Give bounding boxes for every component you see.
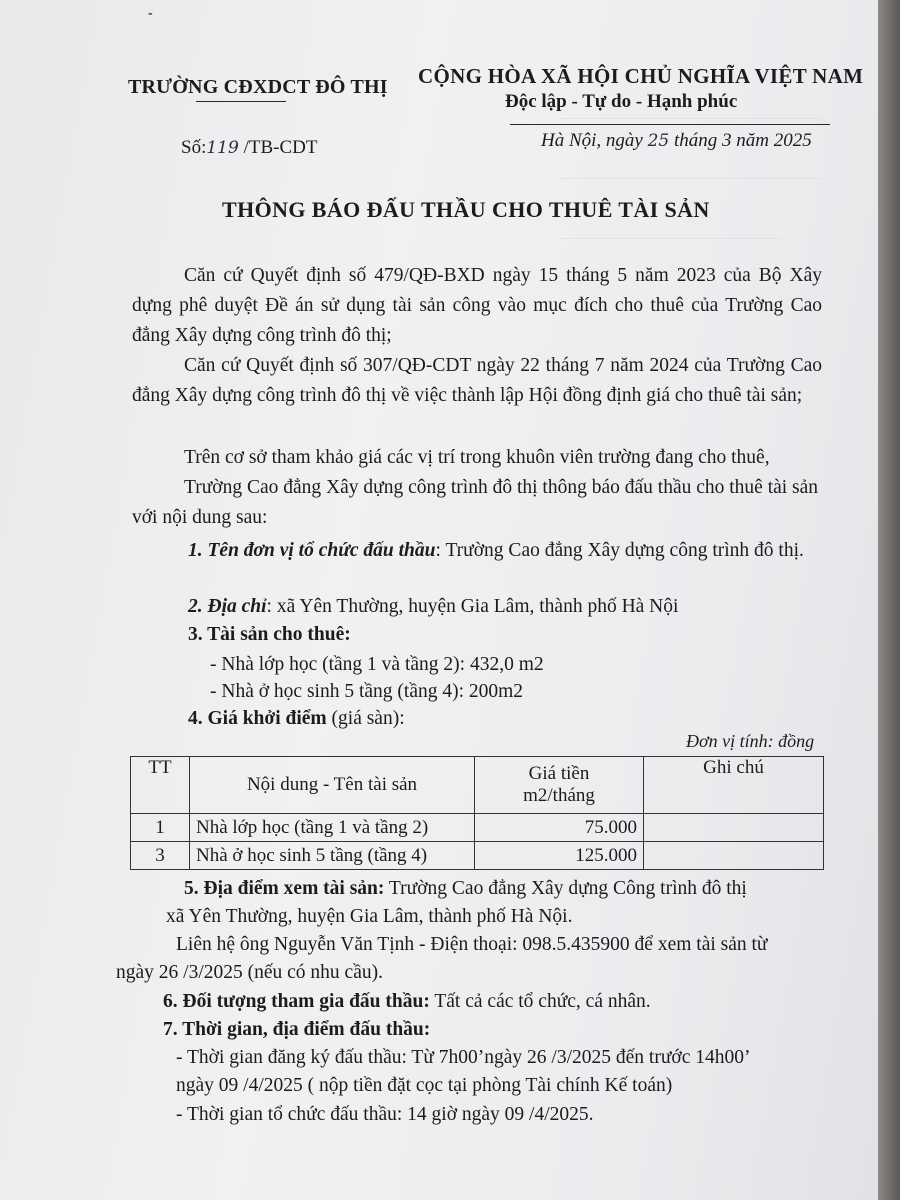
item-2-label: 2. Địa chỉ [188, 596, 267, 617]
header-name: Nội dung - Tên tài sản [190, 757, 475, 814]
document-title: THÔNG BÁO ĐẤU THẦU CHO THUÊ TÀI SẢN [222, 197, 710, 222]
item-5-line-2: xã Yên Thường, huyện Gia Lâm, thành phố Hà Nội. [166, 906, 573, 927]
header-note: Ghi chú [644, 757, 824, 814]
cell-name: Nhà ở học sinh 5 tầng (tầng 4) [190, 842, 475, 870]
date-prefix: Hà Nội, ngày [541, 130, 643, 151]
item-7-line-2: ngày 09 /4/2025 ( nộp tiền đặt cọc tại phòng Tài chính Kế toán) [176, 1075, 673, 1096]
cell-price: 125.000 [475, 842, 644, 870]
item-3-sub-1: - Nhà lớp học (tầng 1 và tầng 2): 432,0 m2 [210, 654, 544, 675]
intro-paragraph-3: Trên cơ sở tham khảo giá các vị trí trong khuôn viên trường đang cho thuê, [184, 447, 770, 468]
intro-paragraph-2: Căn cứ Quyết định số 307/QĐ-CDT ngày 22 tháng 7 năm 2024 của Trường Cao đẳng Xây dựng công trình đô thị về việc thành lập Hội đồng định giá cho thuê tài sản; [132, 355, 822, 406]
item-2 [188, 592, 678, 622]
cell-price: 75.000 [475, 814, 644, 842]
table-row [131, 842, 824, 870]
cell-note [644, 842, 824, 870]
corner-mark: - [148, 6, 153, 21]
price-table [130, 756, 824, 870]
item-3-label: 3. Tài sản cho thuê: [188, 624, 351, 645]
item-5-label: 5. Địa điểm xem tài sản: [184, 878, 385, 899]
item-7-line-1: - Thời gian đăng ký đấu thầu: Từ 7h00’ngày 26 /3/2025 đến trước 14h00’ [176, 1047, 751, 1068]
number-suffix: /TB-CDT [243, 137, 318, 158]
item-1-text: : Trường Cao đẳng Xây dựng công trình đô thị. [435, 540, 804, 561]
intro-paragraph-1: Căn cứ Quyết định số 479/QĐ-BXD ngày 15 tháng 5 năm 2023 của Bộ Xây dựng phê duyệt Đề án sử dụng tài sản công vào mục đích cho thuê của Trường Cao đẳng Xây dựng công trình đô thị; [132, 265, 822, 346]
cell-name: Nhà lớp học (tầng 1 và tầng 2) [190, 814, 475, 842]
intro-paragraph-4: Trường Cao đẳng Xây dựng công trình đô thị thông báo đấu thầu cho thuê tài sản với nội dung sau: [132, 477, 819, 528]
cell-tt: 1 [131, 814, 190, 842]
date-suffix: tháng 3 năm 2025 [674, 130, 812, 151]
table-row [131, 814, 824, 842]
item-4-text: (giá sàn): [326, 708, 405, 729]
document-number [181, 137, 317, 159]
item-6-text: Tất cả các tổ chức, cá nhân. [429, 991, 651, 1012]
cell-note [644, 814, 824, 842]
item-6 [163, 987, 651, 1017]
item-4-label: 4. Giá khởi điểm [188, 708, 327, 729]
header-price [475, 757, 644, 814]
handwritten-day: 25 [647, 131, 670, 151]
unit-note: Đơn vị tính: đồng [686, 731, 815, 751]
item-1 [188, 536, 828, 566]
item-1-label: 1. Tên đơn vị tổ chức đấu thầu [188, 540, 436, 561]
item-6-label: 6. Đối tượng tham gia đấu thầu: [163, 991, 430, 1012]
item-2-text: : xã Yên Thường, huyện Gia Lâm, thành phố Hà Nội [266, 596, 679, 617]
bleed-through-mark [560, 238, 780, 251]
cell-tt: 3 [131, 842, 190, 870]
header-price-line-1: Giá tiền [528, 763, 590, 784]
item-4 [188, 704, 405, 734]
document-date [541, 130, 812, 152]
number-label: Số: [181, 137, 207, 158]
school-name: TRƯỜNG CĐXDCT ĐÔ THỊ [128, 76, 388, 98]
item-7-line-3: - Thời gian tổ chức đấu thầu: 14 giờ ngày 09 /4/2025. [176, 1104, 594, 1125]
item-5 [184, 874, 747, 904]
bleed-through-mark [560, 178, 820, 191]
motto: Độc lập - Tự do - Hạnh phúc [505, 91, 738, 112]
nation-header: CỘNG HÒA XÃ HỘI CHỦ NGHĨA VIỆT NAM [418, 64, 864, 88]
handwritten-number: 119 [206, 138, 239, 158]
header-price-line-2: m2/tháng [523, 785, 595, 806]
contact-line-1: Liên hệ ông Nguyễn Văn Tịnh - Điện thoại: 098.5.435900 để xem tài sản từ [176, 934, 768, 955]
header-tt: TT [131, 757, 190, 814]
item-5-text: Trường Cao đẳng Xây dựng Công trình đô thị [384, 878, 747, 899]
school-underline [196, 101, 286, 102]
background-edge [878, 0, 900, 1200]
item-3-sub-2: - Nhà ở học sinh 5 tầng (tầng 4): 200m2 [210, 681, 524, 702]
contact-line-2: ngày 26 /3/2025 (nếu có nhu cầu). [116, 962, 383, 983]
table-header-row [131, 757, 824, 814]
item-7-label: 7. Thời gian, địa điểm đấu thầu: [163, 1019, 431, 1040]
motto-underline [510, 124, 830, 125]
